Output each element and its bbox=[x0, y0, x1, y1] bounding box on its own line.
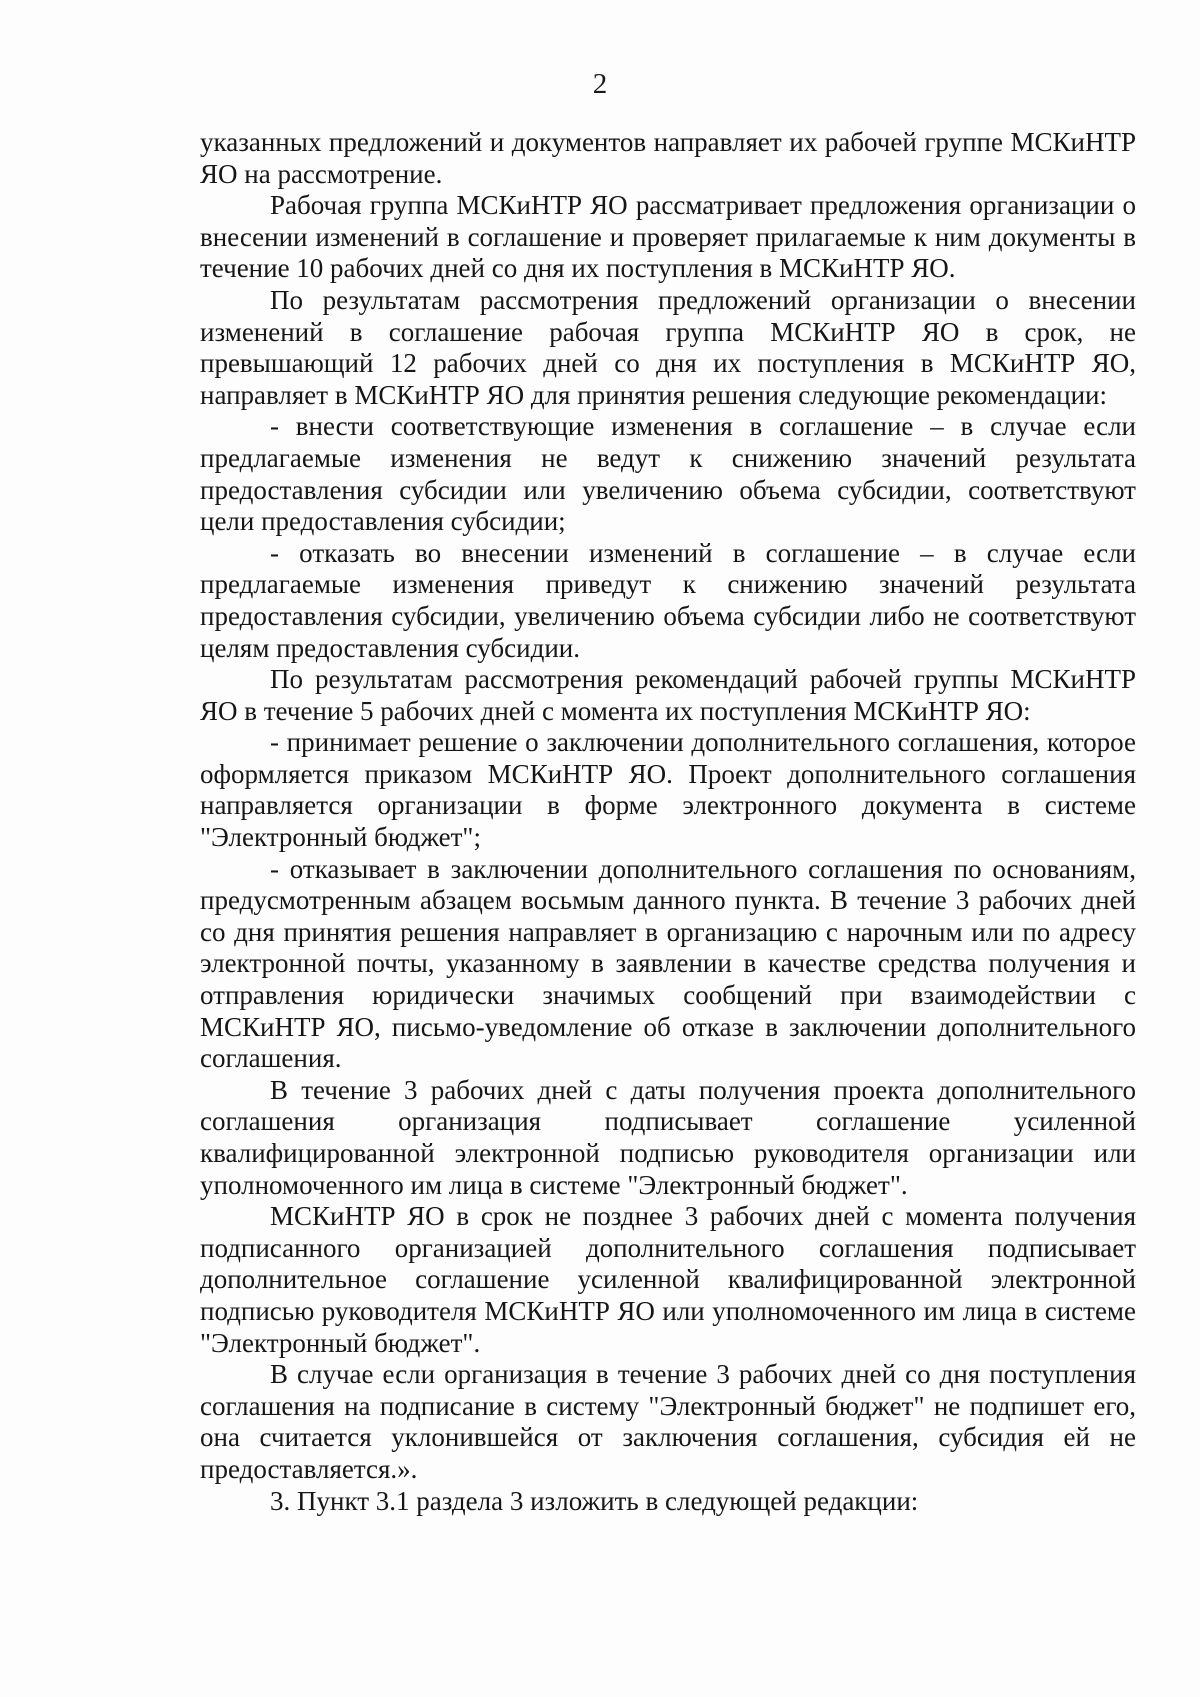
document-body bbox=[200, 127, 1136, 1517]
paragraph-decision-accept: - принимает решение о заключении дополнительного соглашения, которое оформляется приказом МСКиНТР ЯО. Проект дополнительного соглашения направляется организации в форме электронного документа в системе "Электронный бюджет"; bbox=[200, 727, 1136, 853]
paragraph-continuation: указанных предложений и документов направляет их рабочей группе МСКиНТР ЯО на рассмотрение. bbox=[200, 127, 1136, 189]
paragraph-review-results: По результатам рассмотрения предложений организации о внесении изменений в соглашение рабочая группа МСКиНТР ЯО в срок, не превышающий 12 рабочих дней со дня их поступления в МСКиНТР ЯО, направляет в МСКиНТР ЯО для принятия решения следующие рекомендации: bbox=[200, 284, 1136, 410]
paragraph-organization-signing: В течение 3 рабочих дней с даты получения проекта дополнительного соглашения организация подписывает соглашение усиленной квалифицированной электронной подписью руководителя организации или уполномоченного им лица в системе "Электронный бюджет". bbox=[200, 1074, 1136, 1200]
paragraph-recommendation-results: По результатам рассмотрения рекомендаций рабочей группы МСКиНТР ЯО в течение 5 рабочих дней с момента их поступления МСКиНТР ЯО: bbox=[200, 664, 1136, 726]
paragraph-recommendation-amend: - внести соответствующие изменения в соглашение – в случае если предлагаемые изменения не ведут к снижению значений результата предоставления субсидии или увеличению объема субсидии, соответствуют цели предоставления субсидии; bbox=[200, 411, 1136, 537]
paragraph-ministry-signing: МСКиНТР ЯО в срок не позднее 3 рабочих дней с момента получения подписанного организацией дополнительного соглашения подписывает дополнительное соглашение усиленной квалифицированной электронной подписью руководителя МСКиНТР ЯО или уполномоченного им лица в системе "Электронный бюджет". bbox=[200, 1201, 1136, 1358]
paragraph-item-3: 3. Пункт 3.1 раздела 3 изложить в следующей редакции: bbox=[270, 1485, 919, 1516]
page-number: 2 bbox=[592, 68, 608, 100]
paragraph-decision-refuse: - отказывает в заключении дополнительного соглашения по основаниям, предусмотренным абзацем восьмым данного пункта. В течение 3 рабочих дней со дня принятия решения направляет в организацию с нарочным или по адресу электронной почты, указанному в заявлении в качестве средства получения и отправления юридически значимых сообщений при взаимодействии с МСКиНТР ЯО, письмо-уведомление об отказе в заключении дополнительного соглашения. bbox=[200, 853, 1136, 1074]
paragraph-working-group-review: Рабочая группа МСКиНТР ЯО рассматривает предложения организации о внесении изменений в соглашение и проверяет прилагаемые к ним документы в течение 10 рабочих дней со дня их поступления в МСКиНТР ЯО. bbox=[200, 190, 1136, 284]
paragraph-evasion: В случае если организация в течение 3 рабочих дней со дня поступления соглашения на подписание в систему "Электронный бюджет" не подпишет его, она считается уклонившейся от заключения соглашения, субсидия ей не предоставляется.». bbox=[200, 1359, 1136, 1484]
paragraph-recommendation-refuse: - отказать во внесении изменений в соглашение – в случае если предлагаемые изменения приведут к снижению значений результата предоставления субсидии, увеличению объема субсидии либо не соответствуют целям предоставления субсидии. bbox=[200, 537, 1136, 663]
